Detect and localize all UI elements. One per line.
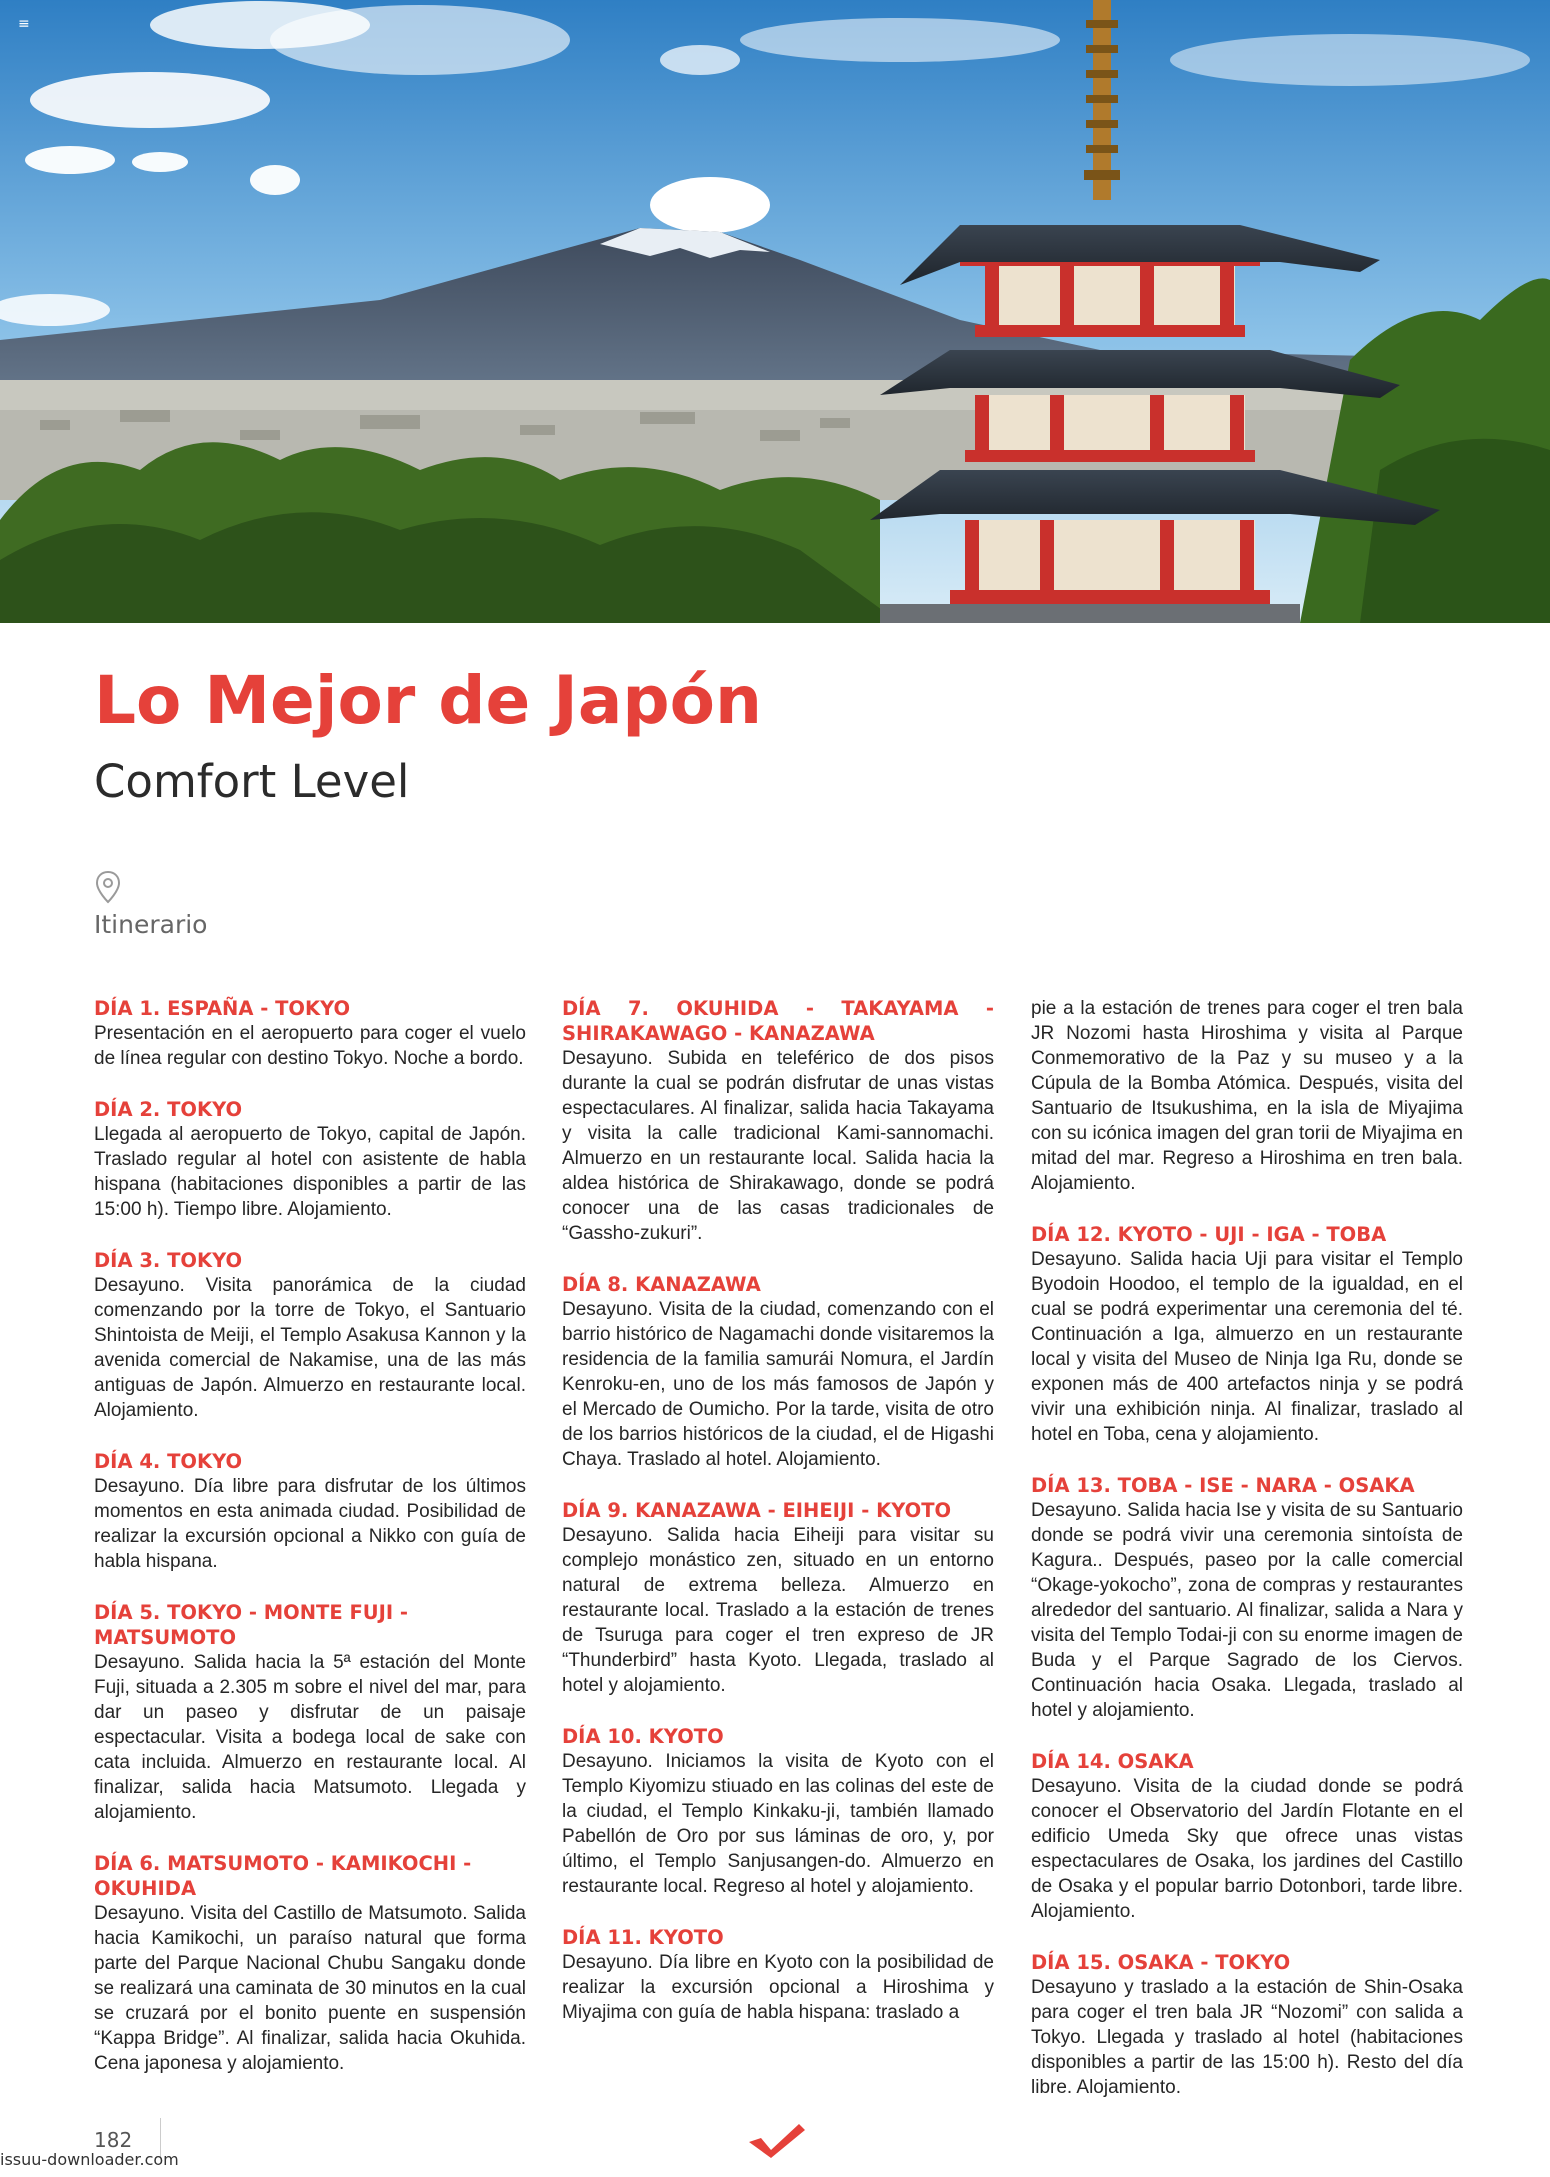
day-heading: DÍA 9. KANAZAWA - EIHEIJI - KYOTO [562,1499,952,1522]
itinerary-day [94,1449,526,1574]
day-text: Desayuno. Visita panorámica de la ciudad comenzando por la torre de Tokyo, el Santuario Shintoista de Meiji, el Templo Asakusa Kannon y la avenida comercial de Nakamise, una de las más antiguas de Japón. Almuerzo en restaurante local. Alojamiento. [94,1275,526,1421]
itinerary-day [562,996,994,1246]
itinerary-day [1031,1222,1463,1447]
page-number: 182 [94,2128,133,2152]
day-text: Desayuno. Visita del Castillo de Matsumoto. Salida hacia Kamikochi, un paraíso natural que forma parte del Parque Nacional Chubu Sangaku donde se realizará una caminata de 30 minutos en la cual se cruzará por el bonito puente en suspensión “Kappa Bridge”. Al finalizar, salida hacia Okuhida. Cena japonesa y alojamiento. [94,1903,526,2074]
itinerary-day [94,1851,526,2076]
day-text: Desayuno. Visita de la ciudad, comenzando con el barrio histórico de Nagamachi donde visitaremos la residencia de la familia samurái Nomura, el Jardín Kenroku-en, uno de los más famosos de Japón y el Mercado de Oumicho. Por la tarde, visita de otro de los barrios históricos de la ciudad, el de Higashi Chaya. Traslado al hotel. Alojamiento. [562,1299,994,1470]
day-heading: DÍA 2. TOKYO [94,1098,243,1121]
brand-check-logo-icon [745,2120,807,2160]
itinerary-day [94,1097,526,1222]
itinerary-column-2 [562,996,994,2051]
day-text: Desayuno. Iniciamos la visita de Kyoto con el Templo Kiyomizu stiuado en las colinas del este de la ciudad, el Templo Kinkaku-ji, también llamado Pabellón de Oro por sus láminas de oro, y, por último, el Templo Sanjusangen-do. Almuerzo en restaurante local. Regreso al hotel y alojamiento. [562,1751,994,1897]
map-pin-icon [94,870,122,904]
day-heading: DÍA 5. TOKYO - MONTE FUJI - MATSUMOTO [94,1601,409,1649]
itinerary-day [562,1925,994,2025]
day-text: Desayuno. Salida hacia la 5ª estación del Monte Fuji, situada a 2.305 m sobre el nivel del mar, para dar un paseo y disfrutar de un paisaje espectacular. Visita a bodega local de sake con cata incluida. Almuerzo en restaurante local. Al finalizar, salida hacia Matsumoto. Llegada y alojamiento. [94,1652,526,1823]
page-subtitle: Comfort Level [94,755,410,808]
day-heading: DÍA 6. MATSUMOTO - KAMIKOCHI - OKUHIDA [94,1852,472,1900]
itinerary-day [1031,1473,1463,1723]
day-text: Desayuno y traslado a la estación de Shin-Osaka para coger el tren bala JR “Nozomi” con salida a Tokyo. Llegada y traslado al hotel (habitaciones disponibles a partir de las 15:00 h). Resto del día libre. Alojamiento. [1031,1977,1463,2098]
itinerary-column-3 [1031,996,1463,2126]
day-heading: DÍA 15. OSAKA - TOKYO [1031,1951,1291,1974]
itinerary-day [94,1600,526,1825]
day-text: Desayuno. Salida hacia Eiheiji para visitar su complejo monástico zen, situado en un entorno natural de extrema belleza. Almuerzo en restaurante local. Traslado a la estación de trenes de Tsuruga para coger el tren expreso de JR “Thunderbird” hasta Kyoto. Llegada, traslado al hotel y alojamiento. [562,1525,994,1696]
itinerary-day [94,1248,526,1423]
itinerary-day [1031,1749,1463,1924]
day-heading: DÍA 4. TOKYO [94,1450,243,1473]
day-text: Desayuno. Subida en teleférico de dos pisos durante la cual se podrán disfrutar de unas vistas espectaculares. Al finalizar, salida hacia Takayama y visita la calle tradicional Kami-sannomachi. Almuerzo en un restaurante local. Salida hacia la aldea histórica de Shirakawago, donde se podrá conocer una de las casas tradicionales de “Gassho-zukuri”. [562,1048,994,1244]
day-heading: DÍA 13. TOBA - ISE - NARA - OSAKA [1031,1474,1415,1497]
day-heading: DÍA 8. KANAZAWA [562,1273,761,1296]
day-text: Desayuno. Día libre para disfrutar de los últimos momentos en esta animada ciudad. Posibilidad de realizar la excursión opcional a Nikko con guía de habla hispana. [94,1476,526,1572]
menu-icon[interactable]: ≡ [18,16,30,32]
day-text: pie a la estación de trenes para coger el tren bala JR Nozomi hasta Hiroshima y visita al Parque Conmemorativo de la Paz y su museo y a la Cúpula de la Bomba Atómica. Después, visita del Santuario de Itsukushima, en la isla de Miyajima con su icónica imagen del gran torii de Miyajima en mitad del mar. Regreso a Hiroshima en tren bala. Alojamiento. [1031,998,1463,1194]
itinerary-day [94,996,526,1071]
day-text: Desayuno. Visita de la ciudad donde se podrá conocer el Observatorio del Jardín Flotante en el edificio Umeda Sky que ofrece unas vistas espectaculares de Osaka, los jardines del Castillo de Osaka y el popular barrio Dotonbori, tarde libre. Alojamiento. [1031,1776,1463,1922]
day-heading: DÍA 12. KYOTO - UJI - IGA - TOBA [1031,1223,1387,1246]
day-text: Desayuno. Día libre en Kyoto con la posibilidad de realizar la excursión opcional a Hiroshima y Miyajima con guía de habla hispana: traslado a [562,1952,994,2023]
hero-image [0,0,1550,623]
day-text: Presentación en el aeropuerto para coger el vuelo de línea regular con destino Tokyo. Noche a bordo. [94,1023,526,1069]
itinerary-day [562,1272,994,1472]
day-heading: DÍA 11. KYOTO [562,1926,724,1949]
page-title: Lo Mejor de Japón [94,662,762,739]
itinerary-day [1031,1950,1463,2100]
itinerary-column-1 [94,996,526,2102]
day-heading: DÍA 14. OSAKA [1031,1750,1194,1773]
itinerary-day [562,1724,994,1899]
day-heading: DÍA 3. TOKYO [94,1249,243,1272]
section-label: Itinerario [94,910,208,939]
day-text: Llegada al aeropuerto de Tokyo, capital de Japón. Traslado regular al hotel con asistente de habla hispana (habitaciones disponibles a partir de las 15:00 h). Tiempo libre. Alojamiento. [94,1124,526,1220]
day-text: Desayuno. Salida hacia Ise y visita de su Santuario donde se podrá vivir una ceremonia sintoísta de Kagura.. Después, paseo por la calle comercial “Okage-yokocho”, zona de compras y restaurantes alrededor del santuario. Al finalizar, salida a Nara y visita del Templo Todai-ji con su enorme imagen de Buda y el Parque Sagrado de los Ciervos. Continuación hacia Osaka. Llegada, traslado al hotel y alojamiento. [1031,1500,1463,1721]
day-heading: DÍA 1. ESPAÑA - TOKYO [94,997,351,1020]
day-text: Desayuno. Salida hacia Uji para visitar el Templo Byodoin Hoodoo, el templo de la igualdad, en el cual se podrá experimentar una ceremonia del té. Continuación a Iga, almuerzo en un restaurante local y visita del Museo de Ninja Iga Ru, donde se exponen más de 400 artefactos ninja y se podrá vivir una exhibición ninja. Al finalizar, traslado al hotel en Toba, cena y alojamiento. [1031,1249,1463,1445]
day-heading: DÍA 10. KYOTO [562,1725,724,1748]
itinerary-day-continued [1031,996,1463,1196]
hero-photo [0,0,1550,623]
itinerary-day [562,1498,994,1698]
watermark: issuu-downloader.com [0,2150,179,2169]
day-heading: DÍA 7. OKUHIDA - TAKAYAMA - SHIRAKAWAGO - KANAZAWA [562,997,994,1045]
